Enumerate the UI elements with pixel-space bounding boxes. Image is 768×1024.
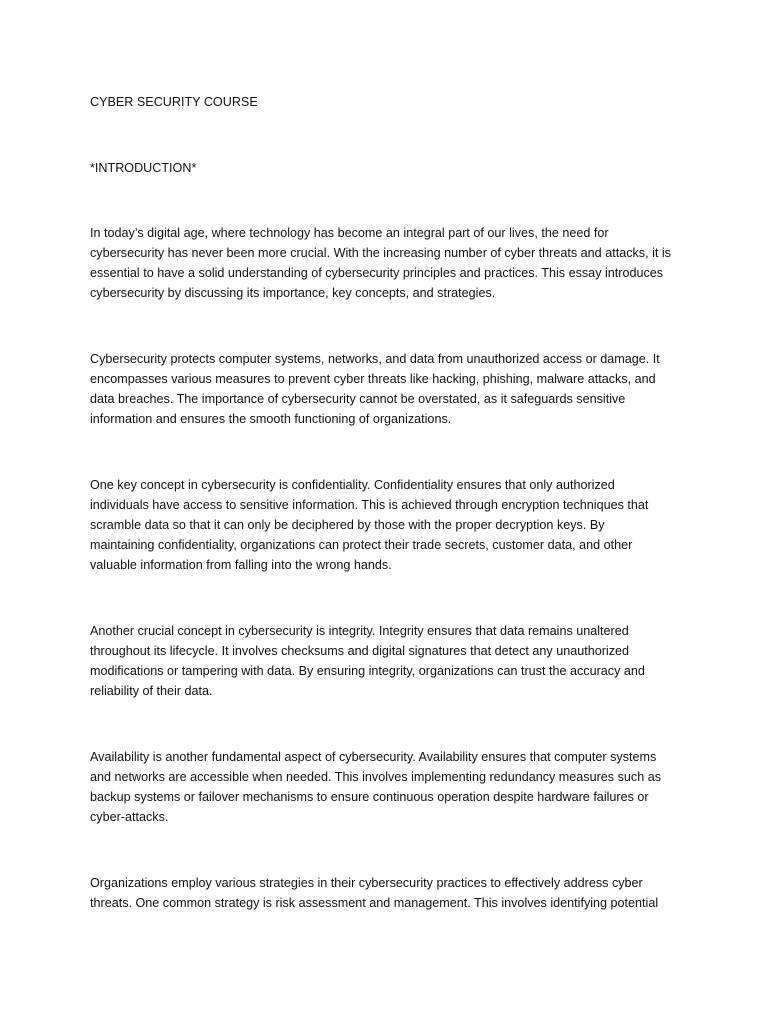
document-page — [90, 0, 690, 1024]
paragraph-line: reliability of their data. — [90, 684, 213, 699]
paragraph-line: data breaches. The importance of cybersecurity cannot be overstated, as it safeguards sensitive — [90, 392, 626, 407]
paragraph-confidentiality — [90, 475, 690, 575]
paragraph-integrity — [90, 621, 690, 701]
paragraph-line: and networks are accessible when needed. This involves implementing redundancy measures such as — [90, 770, 661, 785]
paragraph-strategies — [90, 873, 690, 913]
paragraph-line: cybersecurity has never been more crucial. With the increasing number of cyber threats and attacks, it is — [90, 246, 671, 261]
paragraph-introduction — [90, 223, 690, 303]
document-title: CYBER SECURITY COURSE — [90, 95, 258, 109]
paragraph-line: encompasses various measures to prevent cyber threats like hacking, phishing, malware attacks, and — [90, 372, 656, 387]
paragraph-line: individuals have access to sensitive information. This is achieved through encryption techniques that — [90, 498, 649, 513]
paragraph-line: Cybersecurity protects computer systems, networks, and data from unauthorized access or damage. It — [90, 352, 660, 366]
paragraph-cybersecurity-definition — [90, 349, 690, 429]
paragraph-line: cybersecurity by discussing its importance, key concepts, and strategies. — [90, 286, 496, 301]
paragraph-availability — [90, 747, 690, 827]
paragraph-line: In today’s digital age, where technology has become an integral part of our lives, the need for — [90, 226, 609, 240]
paragraph-line: threats. One common strategy is risk assessment and management. This involves identifying potential — [90, 896, 659, 911]
paragraph-line: throughout its lifecycle. It involves checksums and digital signatures that detect any unauthorized — [90, 644, 630, 659]
paragraph-line: cyber-attacks. — [90, 810, 169, 825]
paragraph-line: modifications or tampering with data. By ensuring integrity, organizations can trust the accuracy and — [90, 664, 645, 679]
paragraph-line: backup systems or failover mechanisms to ensure continuous operation despite hardware failures or — [90, 790, 649, 805]
paragraph-line: information and ensures the smooth functioning of organizations. — [90, 412, 452, 427]
paragraph-line: Availability is another fundamental aspect of cybersecurity. Availability ensures that computer systems — [90, 750, 657, 764]
paragraph-line: maintaining confidentiality, organizations can protect their trade secrets, customer data, and other — [90, 538, 633, 553]
paragraph-line: One key concept in cybersecurity is confidentiality. Confidentiality ensures that only authorized — [90, 478, 615, 492]
paragraph-line: Organizations employ various strategies in their cybersecurity practices to effectively address cyber — [90, 876, 643, 890]
paragraph-line: valuable information from falling into the wrong hands. — [90, 558, 392, 573]
paragraph-line: scramble data so that it can only be deciphered by those with the proper decryption keys. By — [90, 518, 605, 533]
paragraph-line: essential to have a solid understanding of cybersecurity principles and practices. This essay introduces — [90, 266, 664, 281]
section-heading: *INTRODUCTION* — [90, 161, 197, 175]
paragraph-line: Another crucial concept in cybersecurity is integrity. Integrity ensures that data remains unaltered — [90, 624, 629, 638]
